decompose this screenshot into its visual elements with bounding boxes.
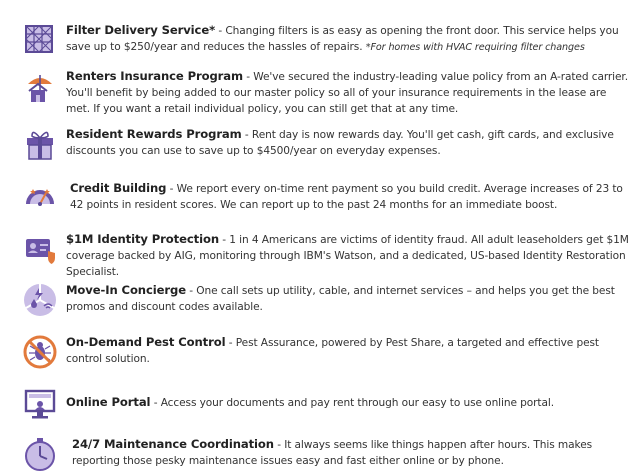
filter-grid-icon	[22, 22, 58, 58]
item-description: Changing filters is as easy as opening the front door. This service helps you save up to $250/year and reduces the hassles of repairs.	[66, 25, 619, 53]
item-title: Move-In Concierge	[66, 283, 186, 297]
umbrella-house-icon	[22, 70, 58, 106]
item-description: Pest Assurance, powered by Pest Share, a targeted and effective pest control solution.	[66, 337, 599, 365]
item-description: It always seems like things happen after hours. This makes reporting those pesky maintenance issues easy and fast either online or by phone.	[72, 439, 593, 467]
benefits-list: Filter Delivery Service* - Changing filters is as easy as opening the front door. This service helps you save up to $250/year and reduces the hassles of repairs. *For homes with HVAC requiring filter changes Renters Insurance Program - We've secured the industry-leading value policy from an A-rated carrier. You'll benefit by being added to our master policy so all of your insurance requirements in the lease are met. If you want a retail individual policy, you can still get that at any time. Resident Rewards Program - Rent day is now rewards day. You'll get cash, gift cards, and exclusive discounts you can use to save up to $4500/year on everyday expenses. Credit Building - We report every on-time rent payment so you build credit. Average increases of 23 to 42 points in resident scores. We can report up to the past 24 months for an immediate boost. $1M Identity Protection - 1 in 4 Americans are victims of identity fraud. All adult leaseholders get $1M coverage backed by AIG, monitoring through IBM's Watson, and a dedicated, US-based Identity Restoration Specialist. Move-In Concierge - One call sets up utility, cable, and internet services – and helps you get the best promos and discount codes available. On-Demand Pest Control - Pest Assurance, powered by Pest Share, a targeted and effective pest control solution. Online Portal - Access your documents and pay rent through our easy to use online portal. 24/7 Maintenance Coordination - It always seems like things happen after hours. This makes reporting those pesky maintenance issues easy and fast either online or by phone.	[0, 0, 640, 460]
item-title: $1M Identity Protection	[66, 232, 219, 246]
online-portal-icon	[22, 386, 58, 422]
maintenance-clock-icon	[22, 436, 58, 472]
item-title: Filter Delivery Service*	[66, 23, 216, 37]
item-footnote: *For homes with HVAC requiring filter changes	[365, 42, 585, 53]
item-description: One call sets up utility, cable, and internet services – and helps you get the best promos and discount codes available.	[66, 285, 615, 313]
utilities-icon	[22, 282, 58, 318]
item-title: On-Demand Pest Control	[66, 335, 226, 349]
identity-card-icon	[22, 231, 58, 267]
item-title: Online Portal	[66, 395, 151, 409]
item-description: We report every on-time rent payment so you build credit. Average increases of 23 to 42 points in resident scores. We can report up to the past 24 months for an immediate boost.	[70, 183, 623, 211]
item-title: Renters Insurance Program	[66, 69, 243, 83]
item-title: Resident Rewards Program	[66, 127, 242, 141]
item-title: Credit Building	[70, 181, 167, 195]
item-description: 1 in 4 Americans are victims of identity fraud. All adult leaseholders get $1M coverage backed by AIG, monitoring through IBM's Watson, and a dedicated, US-based Identity Restoration Specialist.	[66, 234, 629, 278]
gift-icon	[22, 126, 58, 162]
item-description: We've secured the industry-leading value policy from an A-rated carrier. You'll benefit by being added to our master policy so all of your insurance requirements in the lease are met. If you want a retail individual policy, you can still get that at any time.	[66, 71, 628, 115]
credit-gauge-icon	[22, 180, 58, 216]
item-title: 24/7 Maintenance Coordination	[72, 437, 274, 451]
item-description: Rent day is now rewards day. You'll get cash, gift cards, and exclusive discounts you can use to save up to $4500/year on everyday expenses.	[66, 129, 614, 157]
item-description: Access your documents and pay rent through our easy to use online portal.	[160, 397, 554, 409]
no-pest-icon	[22, 334, 58, 370]
